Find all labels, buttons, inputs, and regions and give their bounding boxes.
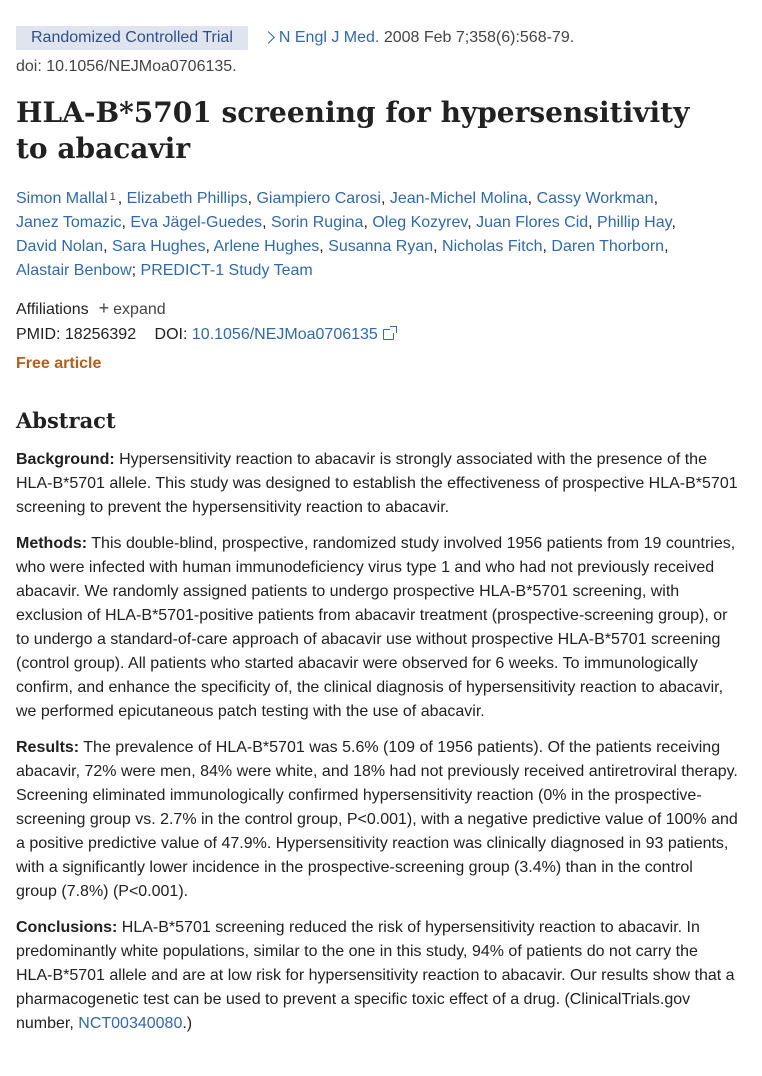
external-link-icon[interactable] xyxy=(383,329,394,340)
author-link[interactable]: Susanna Ryan xyxy=(328,238,434,255)
methods-text: This double-blind, prospective, randomized study involved 1956 patients from 19 countries, who were infected with human immunodeficiency virus type 1 and who had not previously received abacavir. We randomly assigned patients to undergo prospective HLA-B*5701 screening, with exclusion of HLA-B*5701-positive patients from abacavir treatment (prospective-screening group), or to undergo a standard-of-care approach of abacavir use without prospective HLA-B*5701 screening (control group). All patients who started abacavir were observed for 6 weeks. To immunologically confirm, and enhance the specificity of, the clinical diagnosis of hypersensitivity reaction to abacavir, we performed epicutaneous patch testing with the use of abacavir. xyxy=(16,535,736,720)
background-text: Hypersensitivity reaction to abacavir is strongly associated with the presence of the HLA-B*5701 allele. This study was designed to establish the effectiveness of prospective HLA-B*5701 screening to prevent the hypersensitivity reaction to abacavir. xyxy=(16,451,738,516)
plus-icon[interactable]: + xyxy=(98,298,110,318)
doi-line: doi: 10.1056/NEJMoa0706135. xyxy=(16,58,237,75)
abstract-results xyxy=(16,736,738,904)
author-link[interactable]: Giampiero Carosi xyxy=(256,190,381,207)
affiliation-marker[interactable]: 1 xyxy=(109,191,116,203)
pmid-label: PMID: xyxy=(16,326,61,343)
author-link[interactable]: Nicholas Fitch xyxy=(442,238,543,255)
free-article-label[interactable]: Free article xyxy=(16,355,102,372)
page-title: HLA-B*5701 screening for hypersensitivity to abacavir xyxy=(16,96,690,165)
doi-label: DOI: xyxy=(154,326,188,343)
study-group-link[interactable]: PREDICT-1 Study Team xyxy=(140,262,313,279)
author-link[interactable]: David Nolan xyxy=(16,238,104,255)
author-link[interactable]: Daren Thorborn xyxy=(551,238,665,255)
author-link[interactable]: Eva Jägel-Guedes xyxy=(130,214,263,231)
author-link[interactable]: Arlene Hughes xyxy=(213,238,320,255)
conclusions-text: HLA-B*5701 screening reduced the risk of hypersensitivity reaction to abacavir. In predominantly white populations, similar to the one in this study, 94% of patients do not carry the HLA-B*5701 allele and are at low risk for hypersensitivity reaction to abacavir. Our results show that a pharmacogenetic test can be used to prevent a specific toxic effect of a drug. (ClinicalTrials.gov number, xyxy=(16,919,735,1032)
citation-text: 2008 Feb 7;358(6):568-79. xyxy=(383,29,575,46)
author-link[interactable]: Juan Flores Cid xyxy=(476,214,589,231)
author-link[interactable]: Sara Hughes xyxy=(112,238,206,255)
author-list: Simon Mallal $^1$ , Elizabeth Phillips, Giampiero Carosi, Jean-Michel Molina, Cassy Workman, Janez Tomazic, Eva Jägel-Guedes, Sorin Rugina, Oleg Kozyrev, Juan Flores Cid, Phillip Hay, David Nolan, Sara Hughes, Arlene Hughes, Susanna Ryan, Nicholas Fitch, Daren Thorborn, Alastair Benbow; PREDICT-1 Study Team xyxy=(16,190,676,279)
author-link[interactable]: Janez Tomazic xyxy=(16,214,122,231)
abstract-body xyxy=(16,448,738,1048)
identifiers-row xyxy=(16,323,394,347)
chevron-right-icon xyxy=(262,31,275,44)
pmid-value: 18256392 xyxy=(64,326,137,343)
author-link[interactable]: Sorin Rugina xyxy=(270,214,364,231)
methods-label: Methods: xyxy=(16,535,88,552)
abstract-conclusions xyxy=(16,916,738,1036)
conclusions-label: Conclusions: xyxy=(16,919,118,936)
author-link[interactable]: Alastair Benbow xyxy=(16,262,132,279)
affiliations-label: Affiliations xyxy=(16,301,89,318)
abstract-methods xyxy=(16,532,738,724)
journal-link[interactable]: N Engl J Med. xyxy=(278,29,380,46)
affiliations-row xyxy=(16,296,166,322)
author-link[interactable]: Elizabeth Phillips xyxy=(126,190,248,207)
conclusions-end: .) xyxy=(182,1015,193,1032)
results-label: Results: xyxy=(16,739,80,756)
author-link[interactable]: Oleg Kozyrev xyxy=(372,214,468,231)
article-type-badge[interactable]: Randomized Controlled Trial xyxy=(16,26,248,50)
author-link[interactable]: Jean-Michel Molina xyxy=(389,190,528,207)
clinical-trial-link[interactable]: NCT00340080 xyxy=(78,1015,183,1032)
abstract-heading: Abstract xyxy=(16,408,116,433)
author-link[interactable]: Cassy Workman xyxy=(536,190,654,207)
author-link[interactable]: Simon Mallal xyxy=(16,190,108,207)
abstract-background xyxy=(16,448,738,520)
author-link[interactable]: Phillip Hay xyxy=(597,214,672,231)
results-text: The prevalence of HLA-B*5701 was 5.6% (109 of 1956 patients). Of the patients receiving abacavir, 72% were men, 84% were white, and 18% had not previously received antiretroviral therapy. Screening eliminated immunologically confirmed hypersensitivity reaction (0% in the prospective-screening group vs. 2.7% in the control group, P<0.001), with a negative predictive value of 100% and a positive predictive value of 47.9%. Hypersensitivity reaction was clinically diagnosed in 93 patients, with a significantly lower incidence in the prospective-screening group (3.4%) than in the control group (7.8%) (P<0.001). xyxy=(16,739,738,900)
doi-link[interactable]: 10.1056/NEJMoa0706135 xyxy=(191,326,378,343)
background-label: Background: xyxy=(16,451,115,468)
expand-affiliations-button[interactable]: expand xyxy=(113,301,166,318)
citation-bar xyxy=(16,25,746,51)
